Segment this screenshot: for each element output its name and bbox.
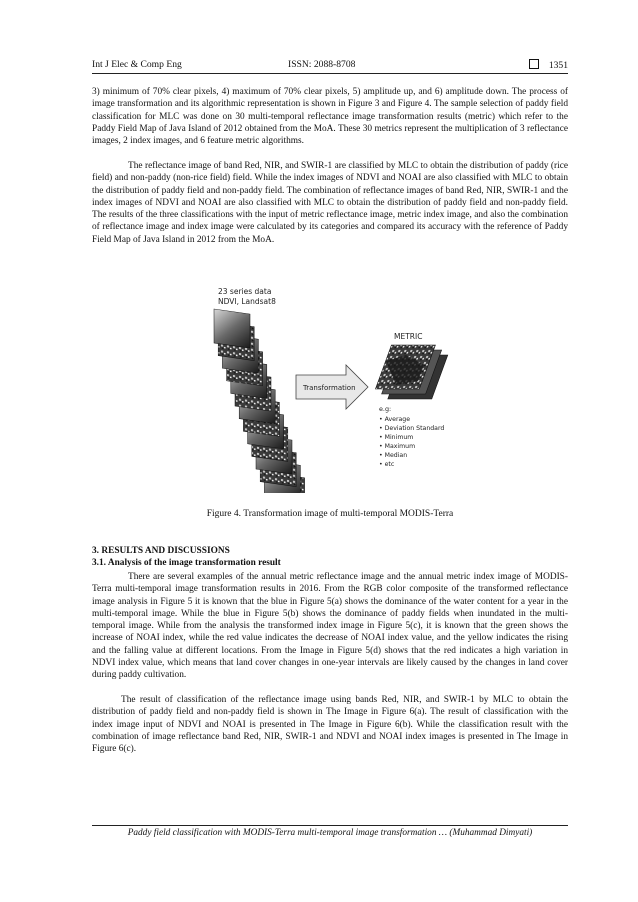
transformation-arrow — [296, 365, 368, 409]
paragraph-4: The result of classification of the reflectance image using bands Red, NIR, and SWIR-1 by MLC to obtain the distribution of paddy field and non-paddy field is shown in The Image in Figure 6(a). The result of classification with the index image input of NDVI and NOAI is presented in The Image in Figure 6(b). While the classification result with the combination of image reflectance band Red, NIR, SWIR-1 and NDVI and NOAI index images is presented in The Image in Figure 6(c). — [92, 695, 568, 755]
example-item: • Minimum — [379, 434, 414, 441]
figure-4 — [196, 283, 452, 493]
running-footer: Paddy field classification with MODIS-Terra multi-temporal image transformation … (Muhammad Dimyati) — [127, 828, 533, 838]
header-rule — [92, 73, 568, 74]
example-item: • etc — [379, 461, 395, 468]
page-number: 1351 — [548, 60, 568, 71]
example-item: • Maximum — [379, 443, 416, 450]
issn: ISSN: 2088-8708 — [288, 59, 356, 70]
paragraph-1: 3) minimum of 70% clear pixels, 4) maximum of 70% clear pixels, 5) amplitude up, and 6) amplitude down. The process of image transformation and its algorithmic representation is shown in Figure 3 and Figure 4. The sample selection of paddy field classification for MLC was done on 30 multi-temporal reflectance image transformation results (metric) which refer to the Paddy Field Map of Java Island of 2012 obtained from the MoA. These 30 metrics represent the multiplication of 3 reflectance images, 2 index images, and 6 feature metric algorithms. — [92, 87, 568, 147]
subsection-heading: 3.1. Analysis of the image transformation result — [92, 558, 281, 568]
running-header — [92, 59, 568, 73]
section-heading: 3. RESULTS AND DISCUSSIONS — [92, 546, 230, 556]
metric-label: METRIC — [394, 332, 423, 341]
figure-4-graphic — [196, 283, 452, 493]
arrow-label: Transformation — [303, 384, 356, 392]
stack-tile — [214, 309, 250, 348]
journal-name: Int J Elec & Comp Eng — [92, 59, 182, 70]
series-label-1: 23 series data — [218, 287, 272, 296]
metric-image-stack — [375, 345, 447, 399]
figure-caption: Figure 4. Transformation image of multi-temporal MODIS-Terra — [206, 509, 454, 519]
footer-rule — [92, 825, 568, 826]
example-item: • Deviation Standard — [379, 425, 445, 432]
page-number-block — [529, 59, 568, 71]
example-item: • Median — [379, 452, 408, 459]
paragraph-3: There are several examples of the annual metric reflectance image and the annual metric index image of MODIS-Terra multi-temporal image transformation results in 2016. From the RGB color composite of the transformed reflectance image analysis in Figure 5 it is known that the blue in Figure 5(a) shows the dominance of the water content for a year in the multi-temporal image. While the blue in Figure 5(b) shows the dominance of paddy fields when inundated in the multi-temporal image. While from the analysis the transformed index image in Figure 5(c), it is known that the green shows the increase of NOAI index, while the red value indicates the decrease of NOAI index value, and the yellow indicates the rising and the falling value at different locations. From the Image in Figure 5(d) shows that the red indicates a high variation in NDVI index value, which means that land cover changes in one-year intervals are likely caused by the changes in land cover during paddy cultivation. — [92, 572, 568, 681]
series-label-2: NDVI, Landsat8 — [218, 297, 276, 306]
examples-heading: e.g: — [379, 405, 392, 413]
example-item: • Average — [379, 416, 411, 423]
paragraph-2: The reflectance image of band Red, NIR, and SWIR-1 are classified by MLC to obtain the distribution of paddy (rice field) and non-paddy (non-rice field) field. While the index images of NDVI and NOAI are also classified with MLC to obtain the distribution of paddy field and non-paddy field. The combination of reflectance images of band Red, NIR, SWIR-1 and the index images of NDVI and NOAI are also classified with MLC to obtain the distribution of paddy field and non-paddy field. The results of the three classifications with the input of metric reflectance image, metric index image, and also the combination of reflectance image and index image were calculated by its categories and compared its accuracy with the reference of Paddy Field Map of Java Island in 2012 from the MoA. — [92, 161, 568, 245]
image-stack — [214, 309, 305, 493]
checkbox-square-icon — [529, 59, 539, 69]
